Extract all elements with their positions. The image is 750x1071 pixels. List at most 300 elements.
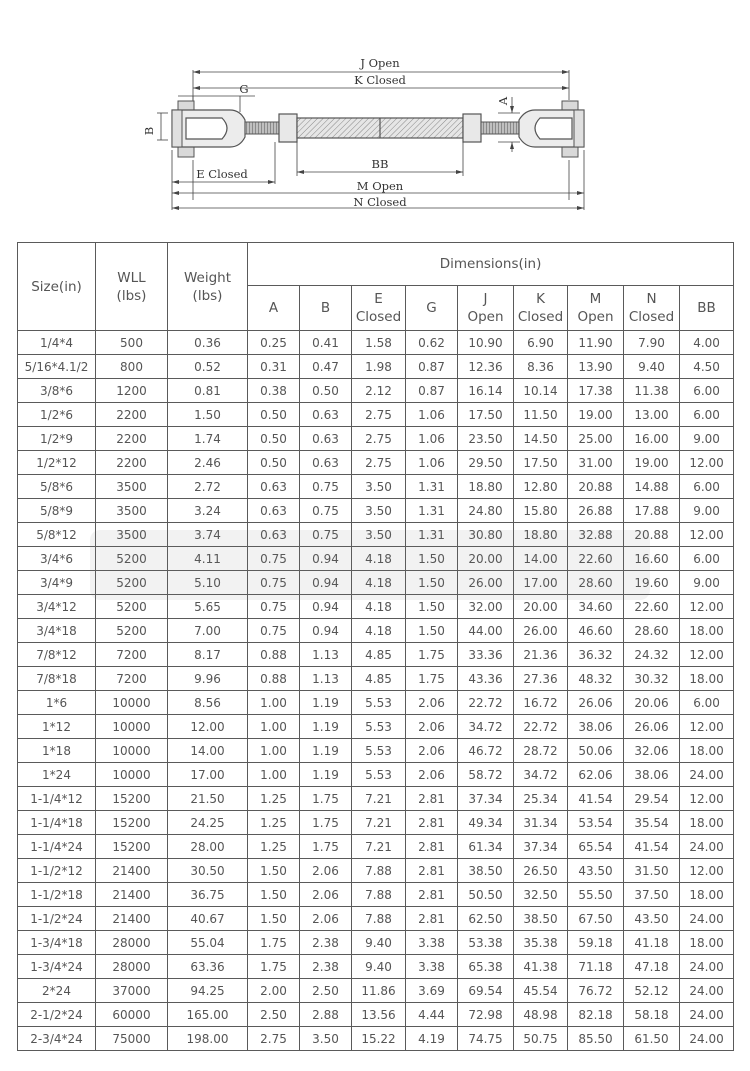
table-cell: 24.00 [680, 955, 734, 979]
table-cell: 26.06 [568, 691, 624, 715]
table-cell: 30.32 [624, 667, 680, 691]
col-header-wll-line1: WLL [117, 269, 146, 286]
table-cell: 17.50 [458, 403, 514, 427]
table-cell: 198.00 [168, 1027, 248, 1051]
table-cell: 1.75 [300, 787, 352, 811]
table-cell: 4.19 [406, 1027, 458, 1051]
table-cell: 2.75 [352, 427, 406, 451]
table-cell: 22.60 [624, 595, 680, 619]
table-cell: 14.00 [514, 547, 568, 571]
col-header-g: G [406, 286, 458, 331]
table-cell: 3500 [96, 475, 168, 499]
turnbuckle-dimension-diagram [0, 0, 750, 240]
table-cell: 3500 [96, 499, 168, 523]
dim-label-a: A [496, 96, 510, 106]
table-cell: 1.75 [300, 835, 352, 859]
table-cell: 28.60 [568, 571, 624, 595]
col-header-k-line2: Closed [517, 309, 564, 325]
table-cell: 1.06 [406, 427, 458, 451]
table-cell: 11.50 [514, 403, 568, 427]
table-cell: 1-1/4*24 [18, 835, 96, 859]
col-header-k [514, 286, 568, 331]
table-cell: 11.90 [568, 331, 624, 355]
table-cell: 32.00 [458, 595, 514, 619]
table-row [18, 619, 734, 643]
turnbuckle-spec-table [17, 242, 734, 1051]
dim-label-bb: BB [371, 157, 389, 171]
table-cell: 31.34 [514, 811, 568, 835]
table-cell: 1.75 [248, 955, 300, 979]
table-cell: 17.88 [624, 499, 680, 523]
table-cell: 48.32 [568, 667, 624, 691]
table-cell: 5.53 [352, 691, 406, 715]
turnbuckle-body [279, 114, 481, 142]
table-cell: 44.00 [458, 619, 514, 643]
table-cell: 24.00 [680, 907, 734, 931]
table-cell: 9.40 [624, 355, 680, 379]
table-cell: 1-1/4*12 [18, 787, 96, 811]
table-row [18, 691, 734, 715]
col-header-j [458, 286, 514, 331]
table-cell: 34.72 [458, 715, 514, 739]
table-cell: 2.81 [406, 907, 458, 931]
table-cell: 4.18 [352, 571, 406, 595]
table-cell: 1.50 [406, 595, 458, 619]
table-cell: 1.98 [352, 355, 406, 379]
table-cell: 6.00 [680, 547, 734, 571]
table-cell: 13.56 [352, 1003, 406, 1027]
table-cell: 15.80 [514, 499, 568, 523]
table-cell: 19.00 [568, 403, 624, 427]
table-cell: 1-3/4*24 [18, 955, 96, 979]
table-cell: 1.00 [248, 739, 300, 763]
table-cell: 2200 [96, 451, 168, 475]
table-cell: 2.81 [406, 859, 458, 883]
col-header-wll-line2: (lbs) [116, 287, 147, 304]
table-cell: 1.75 [406, 643, 458, 667]
table-cell: 24.00 [680, 979, 734, 1003]
table-cell: 5/8*9 [18, 499, 96, 523]
table-cell: 62.50 [458, 907, 514, 931]
table-cell: 3/4*18 [18, 619, 96, 643]
table-cell: 800 [96, 355, 168, 379]
table-cell: 43.50 [624, 907, 680, 931]
table-cell: 24.80 [458, 499, 514, 523]
table-cell: 7.88 [352, 859, 406, 883]
table-cell: 16.14 [458, 379, 514, 403]
dim-label-g: G [239, 82, 249, 96]
table-cell: 76.72 [568, 979, 624, 1003]
table-cell: 38.06 [624, 763, 680, 787]
table-cell: 7200 [96, 667, 168, 691]
table-row [18, 787, 734, 811]
table-cell: 18.00 [680, 667, 734, 691]
table-cell: 12.00 [168, 715, 248, 739]
table-cell: 11.86 [352, 979, 406, 1003]
table-cell: 3.50 [352, 475, 406, 499]
table-cell: 27.36 [514, 667, 568, 691]
table-cell: 7/8*18 [18, 667, 96, 691]
header-row-group [18, 243, 734, 286]
table-cell: 18.80 [514, 523, 568, 547]
table-cell: 2.75 [248, 1027, 300, 1051]
table-cell: 12.36 [458, 355, 514, 379]
table-cell: 5.10 [168, 571, 248, 595]
table-cell: 7.88 [352, 883, 406, 907]
table-cell: 0.36 [168, 331, 248, 355]
col-header-m-line1: M [589, 291, 602, 307]
table-cell: 1.75 [406, 667, 458, 691]
col-header-k-line1: K [536, 291, 545, 307]
table-cell: 2.00 [248, 979, 300, 1003]
table-cell: 17.00 [168, 763, 248, 787]
table-row [18, 355, 734, 379]
table-cell: 1.50 [406, 571, 458, 595]
table-cell: 16.60 [624, 547, 680, 571]
col-header-bb: BB [680, 286, 734, 331]
table-cell: 12.00 [680, 859, 734, 883]
table-row [18, 955, 734, 979]
table-cell: 3.24 [168, 499, 248, 523]
table-cell: 6.00 [680, 379, 734, 403]
right-jaw-end [519, 101, 584, 157]
table-cell: 61.50 [624, 1027, 680, 1051]
table-cell: 0.75 [300, 499, 352, 523]
table-cell: 28000 [96, 955, 168, 979]
table-cell: 1.19 [300, 715, 352, 739]
table-cell: 1*6 [18, 691, 96, 715]
table-cell: 43.50 [568, 859, 624, 883]
table-cell: 3/8*6 [18, 379, 96, 403]
table-cell: 19.00 [624, 451, 680, 475]
table-cell: 2200 [96, 403, 168, 427]
table-cell: 31.00 [568, 451, 624, 475]
table-row [18, 1027, 734, 1051]
table-cell: 12.00 [680, 643, 734, 667]
left-threaded-rod [245, 122, 279, 134]
table-cell: 32.88 [568, 523, 624, 547]
table-cell: 26.88 [568, 499, 624, 523]
table-cell: 2-3/4*24 [18, 1027, 96, 1051]
table-cell: 21400 [96, 883, 168, 907]
table-cell: 2200 [96, 427, 168, 451]
table-cell: 30.80 [458, 523, 514, 547]
table-cell: 1.13 [300, 643, 352, 667]
table-cell: 0.52 [168, 355, 248, 379]
left-jaw-end [172, 101, 245, 157]
table-body [18, 331, 734, 1051]
table-cell: 6.00 [680, 403, 734, 427]
table-cell: 36.75 [168, 883, 248, 907]
table-cell: 0.47 [300, 355, 352, 379]
table-cell: 37.34 [458, 787, 514, 811]
table-cell: 0.88 [248, 667, 300, 691]
table-cell: 12.80 [514, 475, 568, 499]
table-cell: 0.87 [406, 379, 458, 403]
table-cell: 20.88 [624, 523, 680, 547]
table-cell: 2.06 [406, 715, 458, 739]
table-cell: 1.50 [168, 403, 248, 427]
col-header-j-line2: Open [467, 309, 504, 325]
table-cell: 14.88 [624, 475, 680, 499]
table-cell: 6.00 [680, 475, 734, 499]
table-row [18, 715, 734, 739]
table-cell: 9.00 [680, 427, 734, 451]
table-cell: 1.00 [248, 715, 300, 739]
table-cell: 60000 [96, 1003, 168, 1027]
table-cell: 12.00 [680, 523, 734, 547]
table-cell: 1-1/2*12 [18, 859, 96, 883]
table-cell: 0.50 [248, 427, 300, 451]
table-row [18, 451, 734, 475]
table-cell: 53.54 [568, 811, 624, 835]
table-cell: 1/2*9 [18, 427, 96, 451]
table-cell: 7.00 [168, 619, 248, 643]
table-cell: 23.50 [458, 427, 514, 451]
table-cell: 2.81 [406, 883, 458, 907]
table-cell: 5.53 [352, 715, 406, 739]
table-cell: 6.00 [680, 691, 734, 715]
dim-label-b: B [142, 126, 156, 136]
table-cell: 41.18 [624, 931, 680, 955]
dim-label-m-open: M Open [356, 179, 404, 193]
table-cell: 3.38 [406, 955, 458, 979]
dim-label-j-open: J Open [360, 56, 400, 70]
table-row [18, 979, 734, 1003]
table-cell: 18.00 [680, 931, 734, 955]
table-cell: 1.25 [248, 811, 300, 835]
table-row [18, 835, 734, 859]
table-cell: 1.13 [300, 667, 352, 691]
table-cell: 1.50 [248, 859, 300, 883]
table-row [18, 403, 734, 427]
col-header-weight [168, 243, 248, 331]
table-cell: 1200 [96, 379, 168, 403]
table-cell: 21.50 [168, 787, 248, 811]
table-cell: 5.65 [168, 595, 248, 619]
table-cell: 2.12 [352, 379, 406, 403]
table-cell: 15200 [96, 787, 168, 811]
table-cell: 12.00 [680, 787, 734, 811]
table-cell: 0.87 [406, 355, 458, 379]
table-cell: 10000 [96, 715, 168, 739]
table-cell: 55.04 [168, 931, 248, 955]
table-cell: 8.56 [168, 691, 248, 715]
table-cell: 1.50 [406, 547, 458, 571]
table-cell: 1.75 [300, 811, 352, 835]
table-cell: 21.36 [514, 643, 568, 667]
table-cell: 0.63 [248, 499, 300, 523]
table-row [18, 571, 734, 595]
table-cell: 13.90 [568, 355, 624, 379]
table-cell: 49.34 [458, 811, 514, 835]
table-cell: 0.75 [248, 619, 300, 643]
table-cell: 18.00 [680, 619, 734, 643]
table-cell: 50.75 [514, 1027, 568, 1051]
table-cell: 22.72 [514, 715, 568, 739]
table-cell: 2.06 [406, 739, 458, 763]
table-cell: 55.50 [568, 883, 624, 907]
table-cell: 20.00 [514, 595, 568, 619]
table-cell: 58.72 [458, 763, 514, 787]
table-cell: 24.32 [624, 643, 680, 667]
col-header-e-line1: E [374, 291, 383, 307]
table-cell: 47.18 [624, 955, 680, 979]
table-cell: 500 [96, 331, 168, 355]
table-row [18, 859, 734, 883]
table-cell: 2.50 [248, 1003, 300, 1027]
table-cell: 7.88 [352, 907, 406, 931]
table-cell: 1.31 [406, 523, 458, 547]
table-cell: 32.06 [624, 739, 680, 763]
table-cell: 0.75 [300, 475, 352, 499]
table-cell: 69.54 [458, 979, 514, 1003]
table-cell: 18.00 [680, 739, 734, 763]
table-row [18, 427, 734, 451]
table-cell: 71.18 [568, 955, 624, 979]
table-cell: 2.06 [300, 907, 352, 931]
table-cell: 0.94 [300, 547, 352, 571]
table-cell: 0.50 [300, 379, 352, 403]
table-cell: 28.00 [168, 835, 248, 859]
table-cell: 1/4*4 [18, 331, 96, 355]
table-row [18, 547, 734, 571]
table-cell: 18.00 [680, 883, 734, 907]
table-cell: 61.34 [458, 835, 514, 859]
col-header-e-line2: Closed [355, 309, 402, 325]
table-cell: 26.00 [458, 571, 514, 595]
table-cell: 7.21 [352, 787, 406, 811]
table-cell: 12.00 [680, 595, 734, 619]
table-cell: 29.50 [458, 451, 514, 475]
table-cell: 37000 [96, 979, 168, 1003]
dim-label-n-closed: N Closed [353, 195, 407, 209]
table-cell: 8.17 [168, 643, 248, 667]
table-cell: 24.00 [680, 835, 734, 859]
table-cell: 74.75 [458, 1027, 514, 1051]
table-cell: 3.38 [406, 931, 458, 955]
table-row [18, 595, 734, 619]
col-header-wll [96, 243, 168, 331]
table-cell: 7200 [96, 643, 168, 667]
table-cell: 165.00 [168, 1003, 248, 1027]
table-cell: 1.31 [406, 475, 458, 499]
table-cell: 3/4*12 [18, 595, 96, 619]
table-cell: 38.50 [514, 907, 568, 931]
table-row [18, 1003, 734, 1027]
table-cell: 1-3/4*18 [18, 931, 96, 955]
table-row [18, 763, 734, 787]
table-cell: 48.98 [514, 1003, 568, 1027]
table-cell: 5200 [96, 619, 168, 643]
table-cell: 72.98 [458, 1003, 514, 1027]
table-cell: 28.72 [514, 739, 568, 763]
table-cell: 4.50 [680, 355, 734, 379]
table-cell: 38.06 [568, 715, 624, 739]
col-header-size: Size(in) [18, 243, 96, 331]
table-row [18, 811, 734, 835]
table-cell: 82.18 [568, 1003, 624, 1027]
table-cell: 63.36 [168, 955, 248, 979]
table-row [18, 499, 734, 523]
table-cell: 16.72 [514, 691, 568, 715]
table-cell: 1.50 [406, 619, 458, 643]
table-cell: 9.40 [352, 955, 406, 979]
table-cell: 1.75 [248, 931, 300, 955]
table-cell: 4.44 [406, 1003, 458, 1027]
table-cell: 62.06 [568, 763, 624, 787]
table-cell: 20.00 [458, 547, 514, 571]
table-cell: 2*24 [18, 979, 96, 1003]
table-cell: 0.41 [300, 331, 352, 355]
table-cell: 24.00 [680, 1027, 734, 1051]
table-cell: 15.22 [352, 1027, 406, 1051]
table-cell: 5.53 [352, 739, 406, 763]
table-cell: 0.63 [248, 475, 300, 499]
table-cell: 17.50 [514, 451, 568, 475]
table-cell: 4.18 [352, 547, 406, 571]
table-cell: 0.50 [248, 451, 300, 475]
table-row [18, 643, 734, 667]
table-cell: 0.62 [406, 331, 458, 355]
table-cell: 1.50 [248, 883, 300, 907]
table-cell: 41.38 [514, 955, 568, 979]
table-cell: 2.81 [406, 787, 458, 811]
table-cell: 46.72 [458, 739, 514, 763]
table-cell: 85.50 [568, 1027, 624, 1051]
table-cell: 7.21 [352, 811, 406, 835]
table-row [18, 331, 734, 355]
table-cell: 3/4*9 [18, 571, 96, 595]
table-cell: 0.25 [248, 331, 300, 355]
table-row [18, 523, 734, 547]
table-cell: 25.34 [514, 787, 568, 811]
table-cell: 33.36 [458, 643, 514, 667]
table-cell: 4.18 [352, 619, 406, 643]
table-cell: 31.50 [624, 859, 680, 883]
table-cell: 43.36 [458, 667, 514, 691]
table-cell: 18.80 [458, 475, 514, 499]
table-cell: 41.54 [624, 835, 680, 859]
table-cell: 34.72 [514, 763, 568, 787]
table-cell: 6.90 [514, 331, 568, 355]
table-cell: 4.00 [680, 331, 734, 355]
table-cell: 22.60 [568, 547, 624, 571]
table-cell: 1-1/4*18 [18, 811, 96, 835]
table-cell: 3.50 [300, 1027, 352, 1051]
table-cell: 17.00 [514, 571, 568, 595]
table-cell: 3.69 [406, 979, 458, 1003]
table-cell: 0.63 [300, 451, 352, 475]
table-cell: 9.40 [352, 931, 406, 955]
dim-label-k-closed: K Closed [354, 73, 406, 87]
table-cell: 0.81 [168, 379, 248, 403]
col-header-n [624, 286, 680, 331]
table-cell: 1.00 [248, 691, 300, 715]
table-cell: 28.60 [624, 619, 680, 643]
table-cell: 0.63 [248, 523, 300, 547]
table-cell: 16.00 [624, 427, 680, 451]
table-cell: 2-1/2*24 [18, 1003, 96, 1027]
table-cell: 3.50 [352, 523, 406, 547]
table-cell: 15200 [96, 835, 168, 859]
table-cell: 0.75 [248, 595, 300, 619]
table-cell: 37.34 [514, 835, 568, 859]
table-cell: 9.00 [680, 499, 734, 523]
table-cell: 3.74 [168, 523, 248, 547]
table-cell: 1*18 [18, 739, 96, 763]
table-cell: 14.00 [168, 739, 248, 763]
